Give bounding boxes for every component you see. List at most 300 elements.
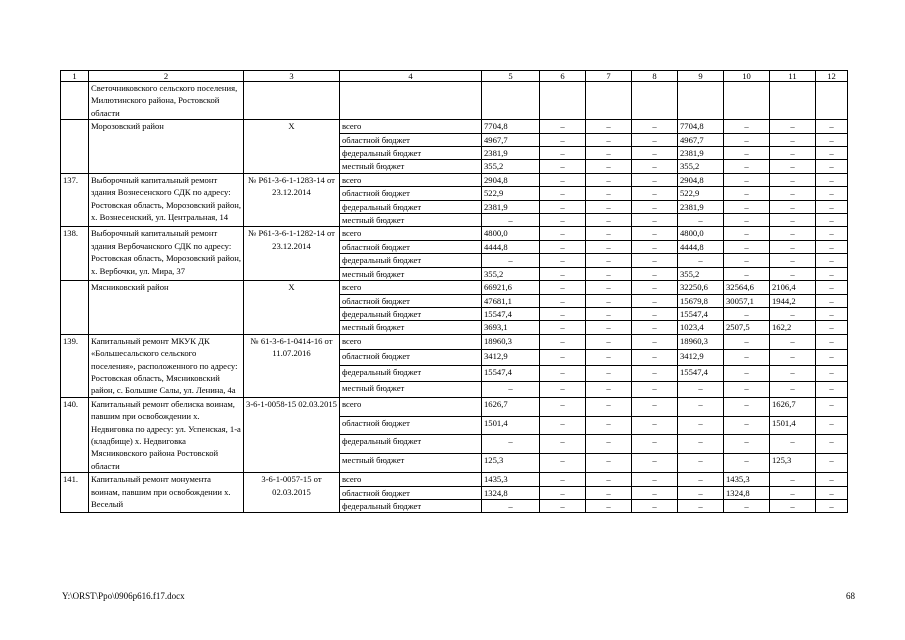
value-cell: 15547,4 bbox=[482, 366, 540, 382]
value-cell: – bbox=[724, 147, 770, 160]
value-cell: 355,2 bbox=[678, 160, 724, 173]
funding-source: местный бюджет bbox=[340, 214, 482, 227]
column-header: 3 bbox=[244, 71, 340, 82]
funding-source: местный бюджет bbox=[340, 321, 482, 334]
value-cell: – bbox=[678, 435, 724, 454]
value-cell: – bbox=[724, 500, 770, 513]
table-row bbox=[61, 120, 848, 133]
value-cell: – bbox=[586, 294, 632, 307]
value-cell: – bbox=[816, 281, 848, 294]
empty-cell bbox=[816, 82, 848, 120]
value-cell: – bbox=[724, 334, 770, 350]
value-cell: – bbox=[678, 454, 724, 473]
value-cell: – bbox=[816, 366, 848, 382]
funding-source: областной бюджет bbox=[340, 294, 482, 307]
value-cell: – bbox=[540, 133, 586, 146]
value-cell: – bbox=[586, 240, 632, 253]
table-row bbox=[61, 281, 848, 294]
value-cell: 355,2 bbox=[678, 267, 724, 280]
value-cell: – bbox=[632, 120, 678, 133]
object-name: Мясниковский район bbox=[89, 281, 244, 335]
funding-source: федеральный бюджет bbox=[340, 307, 482, 320]
value-cell: – bbox=[724, 254, 770, 267]
value-cell: – bbox=[632, 187, 678, 200]
object-name: Светочниковского сельского поселения, Милютинского района, Ростовской области bbox=[89, 82, 244, 120]
empty-cell bbox=[770, 82, 816, 120]
value-cell: – bbox=[632, 200, 678, 213]
value-cell: – bbox=[770, 147, 816, 160]
value-cell: – bbox=[540, 267, 586, 280]
value-cell: 2381,9 bbox=[482, 147, 540, 160]
value-cell: – bbox=[770, 227, 816, 240]
value-cell: – bbox=[678, 381, 724, 397]
object-name: Капитальный ремонт МКУК ДК «Большесальского сельского поселения», расположенного по адресу: Ростовская область, Мясниковский район, с. Большие Салы, ул. Ленина, 4а bbox=[89, 334, 244, 397]
value-cell: – bbox=[632, 281, 678, 294]
value-cell: – bbox=[816, 147, 848, 160]
value-cell: – bbox=[770, 350, 816, 366]
value-cell: 4967,7 bbox=[482, 133, 540, 146]
table-row bbox=[61, 173, 848, 186]
value-cell: – bbox=[540, 160, 586, 173]
value-cell: – bbox=[816, 214, 848, 227]
value-cell: 2381,9 bbox=[482, 200, 540, 213]
value-cell: 1501,4 bbox=[770, 416, 816, 435]
column-header: 7 bbox=[586, 71, 632, 82]
value-cell: 4967,7 bbox=[678, 133, 724, 146]
value-cell: – bbox=[816, 200, 848, 213]
document-code: № Р61-3-6-1-1282-14 от 23.12.2014 bbox=[244, 227, 340, 281]
header-row bbox=[61, 71, 848, 82]
value-cell: – bbox=[586, 200, 632, 213]
value-cell: – bbox=[632, 307, 678, 320]
value-cell: 1435,3 bbox=[724, 473, 770, 486]
value-cell: – bbox=[724, 187, 770, 200]
value-cell: – bbox=[586, 160, 632, 173]
funding-source: федеральный бюджет bbox=[340, 147, 482, 160]
value-cell: – bbox=[586, 435, 632, 454]
value-cell: 3693,1 bbox=[482, 321, 540, 334]
value-cell: 15679,8 bbox=[678, 294, 724, 307]
value-cell: – bbox=[816, 254, 848, 267]
value-cell: – bbox=[632, 486, 678, 499]
value-cell: – bbox=[632, 397, 678, 416]
value-cell: – bbox=[724, 350, 770, 366]
funding-source: всего bbox=[340, 334, 482, 350]
value-cell: – bbox=[770, 240, 816, 253]
value-cell: – bbox=[724, 435, 770, 454]
value-cell: 30057,1 bbox=[724, 294, 770, 307]
value-cell: 1324,8 bbox=[482, 486, 540, 499]
column-header: 4 bbox=[340, 71, 482, 82]
value-cell: 4444,8 bbox=[482, 240, 540, 253]
value-cell: – bbox=[770, 173, 816, 186]
value-cell: – bbox=[816, 416, 848, 435]
value-cell: – bbox=[540, 454, 586, 473]
empty-cell bbox=[540, 82, 586, 120]
value-cell: – bbox=[586, 120, 632, 133]
value-cell: – bbox=[770, 366, 816, 382]
value-cell: 1626,7 bbox=[770, 397, 816, 416]
value-cell: – bbox=[816, 267, 848, 280]
object-name: Выборочный капитальный ремонт здания Вербочанского СДК по адресу: Ростовская область, Морозовский район, х. Вербочки, ул. Мира, 37 bbox=[89, 227, 244, 281]
value-cell: – bbox=[632, 147, 678, 160]
value-cell: 125,3 bbox=[770, 454, 816, 473]
value-cell: 1626,7 bbox=[482, 397, 540, 416]
funding-source: областной бюджет bbox=[340, 133, 482, 146]
value-cell: 522,9 bbox=[678, 187, 724, 200]
value-cell: – bbox=[540, 307, 586, 320]
value-cell: – bbox=[586, 173, 632, 186]
funding-source: всего bbox=[340, 173, 482, 186]
value-cell: – bbox=[586, 416, 632, 435]
value-cell: – bbox=[586, 397, 632, 416]
value-cell: 1501,4 bbox=[482, 416, 540, 435]
value-cell: – bbox=[586, 187, 632, 200]
value-cell: – bbox=[540, 397, 586, 416]
value-cell: – bbox=[540, 334, 586, 350]
funding-source: областной бюджет bbox=[340, 240, 482, 253]
value-cell: – bbox=[816, 120, 848, 133]
value-cell: – bbox=[816, 227, 848, 240]
value-cell: 2904,8 bbox=[678, 173, 724, 186]
value-cell: – bbox=[482, 214, 540, 227]
funding-source: всего bbox=[340, 227, 482, 240]
value-cell: – bbox=[586, 254, 632, 267]
value-cell: – bbox=[724, 227, 770, 240]
value-cell: – bbox=[540, 294, 586, 307]
funding-source: областной бюджет bbox=[340, 416, 482, 435]
value-cell: – bbox=[540, 187, 586, 200]
value-cell: 66921,6 bbox=[482, 281, 540, 294]
row-number: 140. bbox=[61, 397, 89, 472]
value-cell: – bbox=[540, 416, 586, 435]
value-cell: – bbox=[586, 281, 632, 294]
value-cell: 47681,1 bbox=[482, 294, 540, 307]
value-cell: – bbox=[632, 416, 678, 435]
value-cell: – bbox=[678, 500, 724, 513]
value-cell: – bbox=[816, 187, 848, 200]
row-number: 137. bbox=[61, 173, 89, 227]
value-cell: – bbox=[632, 240, 678, 253]
empty-cell bbox=[482, 82, 540, 120]
value-cell: – bbox=[632, 473, 678, 486]
value-cell: – bbox=[586, 133, 632, 146]
value-cell: 1324,8 bbox=[724, 486, 770, 499]
value-cell: – bbox=[724, 133, 770, 146]
value-cell: – bbox=[540, 120, 586, 133]
column-header: 10 bbox=[724, 71, 770, 82]
funding-source: местный бюджет bbox=[340, 160, 482, 173]
value-cell: – bbox=[724, 416, 770, 435]
value-cell: – bbox=[540, 473, 586, 486]
table-row bbox=[61, 473, 848, 486]
value-cell: – bbox=[770, 133, 816, 146]
value-cell: 3412,9 bbox=[482, 350, 540, 366]
value-cell: – bbox=[586, 267, 632, 280]
value-cell: – bbox=[816, 307, 848, 320]
value-cell: 1435,3 bbox=[482, 473, 540, 486]
value-cell: – bbox=[816, 294, 848, 307]
value-cell: – bbox=[770, 200, 816, 213]
value-cell: – bbox=[770, 187, 816, 200]
value-cell: – bbox=[770, 214, 816, 227]
funding-source: местный бюджет bbox=[340, 454, 482, 473]
value-cell: – bbox=[540, 200, 586, 213]
funding-source: местный бюджет bbox=[340, 381, 482, 397]
value-cell: 1023,4 bbox=[678, 321, 724, 334]
document-path: Y:\ORST\Ppo\0906p616.f17.docx bbox=[62, 591, 185, 601]
value-cell: 162,2 bbox=[770, 321, 816, 334]
document-code: Х bbox=[244, 120, 340, 174]
value-cell: – bbox=[770, 160, 816, 173]
value-cell: – bbox=[540, 214, 586, 227]
value-cell: – bbox=[632, 334, 678, 350]
value-cell: – bbox=[632, 133, 678, 146]
value-cell: – bbox=[586, 381, 632, 397]
value-cell: – bbox=[586, 454, 632, 473]
column-header: 12 bbox=[816, 71, 848, 82]
value-cell: 32250,6 bbox=[678, 281, 724, 294]
value-cell: – bbox=[540, 281, 586, 294]
value-cell: – bbox=[586, 307, 632, 320]
funding-source: федеральный бюджет bbox=[340, 254, 482, 267]
value-cell: 18960,3 bbox=[678, 334, 724, 350]
value-cell: 2106,4 bbox=[770, 281, 816, 294]
value-cell: – bbox=[632, 227, 678, 240]
table-row bbox=[61, 227, 848, 240]
value-cell: 2381,9 bbox=[678, 147, 724, 160]
value-cell: – bbox=[816, 160, 848, 173]
row-number: 139. bbox=[61, 334, 89, 397]
empty-cell bbox=[340, 82, 482, 120]
table-row bbox=[61, 334, 848, 350]
funding-source: всего bbox=[340, 281, 482, 294]
value-cell: – bbox=[540, 321, 586, 334]
value-cell: – bbox=[632, 381, 678, 397]
value-cell: – bbox=[632, 321, 678, 334]
value-cell: 4444,8 bbox=[678, 240, 724, 253]
value-cell: – bbox=[816, 240, 848, 253]
row-number bbox=[61, 82, 89, 120]
value-cell: – bbox=[632, 294, 678, 307]
value-cell: – bbox=[678, 473, 724, 486]
value-cell: – bbox=[540, 435, 586, 454]
row-number: 138. bbox=[61, 227, 89, 281]
value-cell: – bbox=[586, 500, 632, 513]
value-cell: 32564,6 bbox=[724, 281, 770, 294]
value-cell: – bbox=[724, 200, 770, 213]
value-cell: – bbox=[632, 454, 678, 473]
value-cell: – bbox=[482, 500, 540, 513]
document-code: № Р61-3-6-1-1283-14 от 23.12.2014 bbox=[244, 173, 340, 227]
value-cell: – bbox=[678, 214, 724, 227]
value-cell: – bbox=[586, 227, 632, 240]
value-cell: – bbox=[724, 214, 770, 227]
value-cell: – bbox=[724, 397, 770, 416]
funding-source: областной бюджет bbox=[340, 486, 482, 499]
empty-cell bbox=[724, 82, 770, 120]
value-cell: – bbox=[586, 147, 632, 160]
budget-table bbox=[60, 70, 848, 513]
column-header: 5 bbox=[482, 71, 540, 82]
value-cell: 18960,3 bbox=[482, 334, 540, 350]
value-cell: 3412,9 bbox=[678, 350, 724, 366]
value-cell: – bbox=[816, 173, 848, 186]
value-cell: 522,9 bbox=[482, 187, 540, 200]
value-cell: 15547,4 bbox=[482, 307, 540, 320]
value-cell: – bbox=[770, 120, 816, 133]
value-cell: – bbox=[678, 486, 724, 499]
value-cell: – bbox=[770, 307, 816, 320]
funding-source: всего bbox=[340, 120, 482, 133]
value-cell: – bbox=[540, 227, 586, 240]
value-cell: – bbox=[816, 500, 848, 513]
column-header: 1 bbox=[61, 71, 89, 82]
empty-cell bbox=[586, 82, 632, 120]
value-cell: – bbox=[724, 160, 770, 173]
value-cell: – bbox=[770, 381, 816, 397]
document-code bbox=[244, 82, 340, 120]
value-cell: – bbox=[724, 381, 770, 397]
value-cell: – bbox=[816, 435, 848, 454]
table-row bbox=[61, 397, 848, 416]
value-cell: 355,2 bbox=[482, 160, 540, 173]
value-cell: 125,3 bbox=[482, 454, 540, 473]
value-cell: – bbox=[586, 473, 632, 486]
funding-source: федеральный бюджет bbox=[340, 500, 482, 513]
value-cell: – bbox=[816, 381, 848, 397]
value-cell: – bbox=[724, 173, 770, 186]
value-cell: – bbox=[540, 173, 586, 186]
value-cell: – bbox=[770, 500, 816, 513]
value-cell: – bbox=[770, 254, 816, 267]
value-cell: – bbox=[724, 454, 770, 473]
value-cell: – bbox=[540, 381, 586, 397]
value-cell: 355,2 bbox=[482, 267, 540, 280]
value-cell: – bbox=[632, 267, 678, 280]
value-cell: 2507,5 bbox=[724, 321, 770, 334]
value-cell: – bbox=[816, 350, 848, 366]
value-cell: – bbox=[770, 267, 816, 280]
value-cell: – bbox=[540, 500, 586, 513]
empty-cell bbox=[678, 82, 724, 120]
funding-source: федеральный бюджет bbox=[340, 200, 482, 213]
value-cell: 4800,0 bbox=[482, 227, 540, 240]
value-cell: – bbox=[632, 366, 678, 382]
document-code: 3-6-1-0058-15 02.03.2015 bbox=[244, 397, 340, 472]
value-cell: – bbox=[540, 350, 586, 366]
value-cell: – bbox=[724, 366, 770, 382]
value-cell: – bbox=[482, 435, 540, 454]
document-code: Х bbox=[244, 281, 340, 335]
value-cell: – bbox=[770, 334, 816, 350]
object-name: Морозовский район bbox=[89, 120, 244, 174]
value-cell: – bbox=[816, 321, 848, 334]
value-cell: – bbox=[724, 307, 770, 320]
value-cell: – bbox=[540, 486, 586, 499]
value-cell: 15547,4 bbox=[678, 366, 724, 382]
value-cell: 7704,8 bbox=[482, 120, 540, 133]
value-cell: – bbox=[724, 120, 770, 133]
value-cell: – bbox=[540, 147, 586, 160]
value-cell: – bbox=[632, 160, 678, 173]
value-cell: 4800,0 bbox=[678, 227, 724, 240]
object-name: Капитальный ремонт обелиска воинам, павшим при освобождении х. Недвиговка по адресу: ул. Успенская, 1-а (кладбище) х. Недвиговка Мясниковского района Ростовской области bbox=[89, 397, 244, 472]
value-cell: – bbox=[632, 350, 678, 366]
column-header: 2 bbox=[89, 71, 244, 82]
funding-source: федеральный бюджет bbox=[340, 366, 482, 382]
column-header: 6 bbox=[540, 71, 586, 82]
value-cell: – bbox=[678, 254, 724, 267]
funding-source: местный бюджет bbox=[340, 267, 482, 280]
value-cell: 2381,9 bbox=[678, 200, 724, 213]
value-cell: – bbox=[816, 454, 848, 473]
value-cell: – bbox=[816, 133, 848, 146]
value-cell: 7704,8 bbox=[678, 120, 724, 133]
object-name: Капитальный ремонт монумента воинам, павшим при освобождении х. Веселый bbox=[89, 473, 244, 513]
funding-source: областной бюджет bbox=[340, 350, 482, 366]
value-cell: – bbox=[540, 254, 586, 267]
value-cell: – bbox=[540, 240, 586, 253]
page-number: 68 bbox=[846, 591, 855, 601]
value-cell: 15547,4 bbox=[678, 307, 724, 320]
value-cell: – bbox=[632, 254, 678, 267]
empty-cell bbox=[632, 82, 678, 120]
value-cell: – bbox=[770, 486, 816, 499]
value-cell: – bbox=[678, 416, 724, 435]
funding-source: всего bbox=[340, 473, 482, 486]
value-cell: – bbox=[816, 334, 848, 350]
value-cell: – bbox=[678, 397, 724, 416]
funding-source: всего bbox=[340, 397, 482, 416]
value-cell: – bbox=[540, 366, 586, 382]
funding-source: областной бюджет bbox=[340, 187, 482, 200]
value-cell: 1944,2 bbox=[770, 294, 816, 307]
value-cell: – bbox=[632, 173, 678, 186]
value-cell: – bbox=[482, 254, 540, 267]
value-cell: – bbox=[586, 334, 632, 350]
value-cell: – bbox=[586, 350, 632, 366]
table-row bbox=[61, 82, 848, 120]
document-code: № 61-3-6-1-0414-16 от 11.07.2016 bbox=[244, 334, 340, 397]
row-number bbox=[61, 120, 89, 174]
value-cell: 2904,8 bbox=[482, 173, 540, 186]
row-number bbox=[61, 281, 89, 335]
column-header: 8 bbox=[632, 71, 678, 82]
value-cell: – bbox=[724, 240, 770, 253]
value-cell: – bbox=[586, 214, 632, 227]
value-cell: – bbox=[770, 435, 816, 454]
value-cell: – bbox=[586, 366, 632, 382]
row-number: 141. bbox=[61, 473, 89, 513]
document-code: 3-6-1-0057-15 от 02.03.2015 bbox=[244, 473, 340, 513]
value-cell: – bbox=[816, 473, 848, 486]
value-cell: – bbox=[770, 473, 816, 486]
funding-source: федеральный бюджет bbox=[340, 435, 482, 454]
value-cell: – bbox=[724, 267, 770, 280]
value-cell: – bbox=[632, 214, 678, 227]
value-cell: – bbox=[586, 321, 632, 334]
value-cell: – bbox=[816, 486, 848, 499]
object-name: Выборочный капитальный ремонт здания Вознесенского СДК по адресу: Ростовская область, Морозовский район, х. Вознесенский, ул. Центральная, 14 bbox=[89, 173, 244, 227]
column-header: 11 bbox=[770, 71, 816, 82]
column-header: 9 bbox=[678, 71, 724, 82]
value-cell: – bbox=[586, 486, 632, 499]
value-cell: – bbox=[632, 500, 678, 513]
value-cell: – bbox=[816, 397, 848, 416]
value-cell: – bbox=[482, 381, 540, 397]
value-cell: – bbox=[632, 435, 678, 454]
